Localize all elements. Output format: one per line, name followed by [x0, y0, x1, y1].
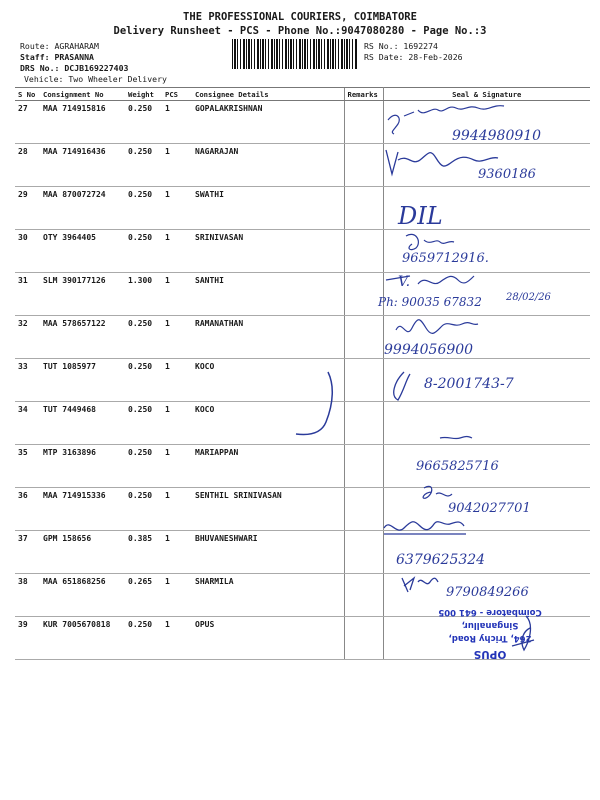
- cell-consignment: OTY 3964405: [40, 230, 125, 273]
- cell-consignment: MAA 578657122: [40, 316, 125, 359]
- cell-consignee: RAMANATHAN: [192, 316, 344, 359]
- cell-consignment: KUR 7005670818: [40, 617, 125, 660]
- cell-consignee: SRINIVASAN: [192, 230, 344, 273]
- phone-28: 9360186: [478, 167, 536, 182]
- cell-pcs: 1: [162, 617, 192, 660]
- signature-row-27: [388, 106, 541, 144]
- cell-consignee: SENTHIL SRINIVASAN: [192, 488, 344, 531]
- cell-sno: 29: [15, 187, 40, 230]
- cell-pcs: 1: [162, 101, 192, 144]
- staff-label: Staff: PRASANNA: [20, 52, 94, 62]
- signature-row-32: [384, 320, 478, 358]
- cell-consignment: GPM 158656: [40, 531, 125, 574]
- drs-label: DRS No.: DCJB169227403: [20, 63, 129, 73]
- cell-sno: 36: [15, 488, 40, 531]
- cell-pcs: 1: [162, 402, 192, 445]
- cell-weight: 0.250: [125, 230, 162, 273]
- cell-consignment: MAA 714915336: [40, 488, 125, 531]
- col-sno: S No: [15, 88, 40, 101]
- cell-weight: 0.250: [125, 445, 162, 488]
- col-signature: Seal & Signature: [383, 88, 590, 101]
- cell-consignee: BHUVANESHWARI: [192, 531, 344, 574]
- signature-row-38: [402, 578, 529, 600]
- cell-pcs: 1: [162, 574, 192, 617]
- cell-consignee: SANTHI: [192, 273, 344, 316]
- bracket-mark: [296, 372, 332, 435]
- cell-consignee: SWATHI: [192, 187, 344, 230]
- cell-weight: 0.250: [125, 144, 162, 187]
- cell-pcs: 1: [162, 488, 192, 531]
- cell-consignee: SHARMILA: [192, 574, 344, 617]
- stamp-address-2: Singanallur,: [461, 620, 519, 630]
- signature-row-31: [377, 274, 552, 309]
- col-consignment: Consignment No: [40, 88, 125, 101]
- cell-sno: 31: [15, 273, 40, 316]
- company-title: THE PROFESSIONAL COURIERS, COIMBATORE: [183, 11, 417, 23]
- cell-weight: 0.265: [125, 574, 162, 617]
- cell-weight: 0.250: [125, 359, 162, 402]
- cell-pcs: 1: [162, 316, 192, 359]
- col-weight: Weight: [125, 88, 162, 101]
- cell-consignment: SLM 390177126: [40, 273, 125, 316]
- phone-38: 9790849266: [446, 585, 529, 600]
- signature-row-37: [384, 522, 485, 568]
- phone-27: 9944980910: [452, 128, 542, 144]
- cell-consignment: MAA 714916436: [40, 144, 125, 187]
- signature-row-33: [394, 372, 514, 400]
- cell-pcs: 1: [162, 230, 192, 273]
- runsheet-subtitle: Delivery Runsheet - PCS - Phone No.:9047080280 - Page No.:3: [113, 25, 487, 37]
- phone-32: 9994056900: [384, 342, 474, 358]
- cell-pcs: 1: [162, 187, 192, 230]
- cell-sno: 33: [15, 359, 40, 402]
- cell-consignment: MAA 714915816: [40, 101, 125, 144]
- signature-row-29: [397, 202, 443, 230]
- cell-sno: 38: [15, 574, 40, 617]
- number-33: 8-2001743-7: [424, 376, 514, 392]
- cell-consignee: KOCO: [192, 402, 344, 445]
- signature-row-36: [423, 486, 531, 516]
- cell-weight: 0.250: [125, 187, 162, 230]
- cell-consignee: NAGARAJAN: [192, 144, 344, 187]
- stamp-name: OPUS: [473, 648, 507, 660]
- cell-consignment: TUT 1085977: [40, 359, 125, 402]
- cell-weight: 1.300: [125, 273, 162, 316]
- col-remarks: Remarks: [344, 88, 383, 101]
- date-31: 28/02/26: [506, 292, 551, 303]
- cell-sno: 39: [15, 617, 40, 660]
- stamp-address-1: 264, Trichy Road,: [448, 633, 532, 643]
- cell-consignee: GOPALAKRISHNAN: [192, 101, 344, 144]
- cell-sno: 27: [15, 101, 40, 144]
- cell-pcs: 1: [162, 531, 192, 574]
- cell-pcs: 1: [162, 359, 192, 402]
- cell-consignee: KOCO: [192, 359, 344, 402]
- cell-consignment: MTP 3163896: [40, 445, 125, 488]
- cell-sno: 32: [15, 316, 40, 359]
- signature-row-35: [416, 437, 499, 475]
- cell-weight: 0.250: [125, 617, 162, 660]
- route-label: Route: AGRAHARAM: [20, 41, 99, 51]
- cell-sno: 37: [15, 531, 40, 574]
- cell-weight: 0.250: [125, 101, 162, 144]
- phone-35: 9665825716: [416, 459, 499, 474]
- signature-row-30: [402, 234, 489, 266]
- signature-row-28: [386, 150, 536, 182]
- phone-31: Ph: 90035 67832: [378, 295, 482, 309]
- cell-weight: 0.250: [125, 402, 162, 445]
- cell-sno: 35: [15, 445, 40, 488]
- opus-stamp: [438, 607, 542, 660]
- cell-weight: 0.250: [125, 316, 162, 359]
- phone-30: 9659712916.: [402, 251, 489, 266]
- cell-sno: 34: [15, 402, 40, 445]
- rs-number: RS No.: 1692274: [364, 41, 438, 51]
- cell-consignment: MAA 651868256: [40, 574, 125, 617]
- sign-31: V.: [398, 274, 411, 290]
- cell-consignee: OPUS: [192, 617, 344, 660]
- vehicle-label: Vehicle: Two Wheeler Delivery: [24, 74, 167, 84]
- cell-pcs: 1: [162, 273, 192, 316]
- col-pcs: PCS: [162, 88, 192, 101]
- cell-weight: 0.250: [125, 488, 162, 531]
- phone-37: 6379625324: [396, 552, 486, 568]
- col-consignee: Consignee Details: [192, 88, 344, 101]
- cell-weight: 0.385: [125, 531, 162, 574]
- rs-date: RS Date: 28-Feb-2026: [364, 52, 463, 62]
- cell-sno: 30: [15, 230, 40, 273]
- cell-consignment: TUT 7449468: [40, 402, 125, 445]
- cell-sno: 28: [15, 144, 40, 187]
- cell-pcs: 1: [162, 144, 192, 187]
- phone-36: 9042027701: [448, 501, 531, 516]
- cell-pcs: 1: [162, 445, 192, 488]
- cell-consignee: MARIAPPAN: [192, 445, 344, 488]
- cell-consignment: MAA 870072724: [40, 187, 125, 230]
- sign-29: DIL: [398, 202, 443, 230]
- stamp-address-3: Coimbatore - 641 005: [438, 607, 542, 617]
